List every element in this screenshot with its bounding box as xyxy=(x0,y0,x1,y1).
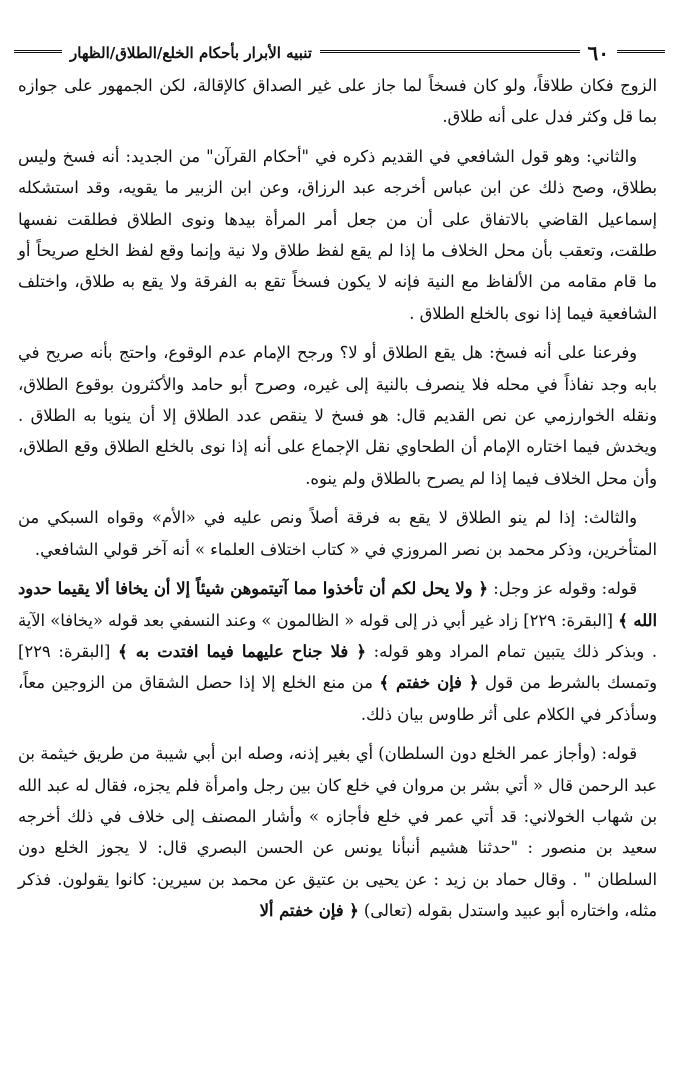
paragraph-verse-commentary xyxy=(18,573,657,730)
paragraph-second-opinion: والثاني: وهو قول الشافعي في القديم ذكره في "أحكام القرآن" من الجديد: أنه فسخ وليس بطلاق، وصح ذلك عن ابن عباس أخرجه عبد الرزاق، وعن ابن الزبير ما يقويه، وقد استشكله إسماعيل القاضي بالاتفاق على أن من جعل أمر المرأة بيدها ونوى الطلاق فطلقت نفسها طلقت، وتعقب بأن محل الخلاف ما إذا لم يقع لفظ طلاق ولا نية وإنما وقع لفظ الخلع صريحاً أو ما قام مقامه من الألفاظ مع النية فإنه لا يكون فسخاً تقع به الفرقة ولا يقع به طلاق، واختلف الشافعية فيما إذا نوى بالخلع الطلاق . xyxy=(18,146,657,323)
quran-verse: ﴿ فلا جناح عليهما فيما افتدت به ﴾ xyxy=(118,641,366,661)
paragraph-branch: وفرعنا على أنه فسخ: هل يقع الطلاق أو لا؟ ورجح الإمام عدم الوقوع، واحتج بأنه صريح في بابه وجد نفاذاً في محله فلا ينصرف بالنية إلى غيره، وصرح أبو حامد والأكثرون بوقوع الطلاق، ونقله الخوارزمي عن نص القديم قال: هو فسخ لا ينقص عدد الطلاق إلا أن ينويا به الطلاق . ويخدش فيما اختاره الإمام أن الطحاوي نقل الإجماع على أنه إذا نوى بالخلع الطلاق وقع الطلاق، وأن محل الخلاف فيما إذا لم يصرح بالطلاق ولم ينوه. xyxy=(18,343,657,488)
paragraph-continuation: الزوج فكان طلاقاً، ولو كان فسخاً لما جاز على غير الصداق كالإقالة، لكن الجمهور على جوازه بما قل وكثر فدل على أنه طلاق. xyxy=(18,76,657,127)
page-header xyxy=(14,40,665,66)
paragraph-text: قوله: (وأجاز عمر الخلع دون السلطان) أي بغير إذنه، وصله ابن أبي شيبة من طريق خيثمة بن عبد الرحمن قال « أتي بشر بن مروان في خلع كان بين رجل وامرأة فلم يجزه، فقال له عبد الله بن شهاب الخولاني: قد أتي عمر في خلع فأجازه » وأشار المصنف إلى خلاف في ذلك أخرجه سعيد بن منصور : "حدثنا هشيم أنبأنا يونس عن الحسن البصري قال: لا يجوز الخلع دون السلطان " . وقال حماد بن زيد : عن يحيى بن عتيق عن محمد بن سيرين: كانوا يقولون. فذكر مثله، واختاره أبو عبيد واستدل بقوله (تعالى) xyxy=(18,744,657,921)
paragraph-umar-khula xyxy=(18,738,657,926)
quran-verse: ﴿ ولا يحل لكم أن تأخذوا مما آتيتموهن شيئاً إلا أن يخافا ألا يقيما حدود الله ﴾ xyxy=(18,579,658,630)
verse-reference: [البقرة: ٢٢٩] وتمسك بالشرط من قول xyxy=(18,641,657,693)
verse-reference: [البقرة: ٢٢٩] زاد غير أبي ذر إلى قوله « الظالمون » وعند النسفي بعد قوله «يخافا» الآية . وبذكر ذلك يتبين تمام المراد وهو قوله: xyxy=(18,610,657,661)
body-text xyxy=(18,70,657,935)
quran-verse: ﴿ فإن خفتم ﴾ xyxy=(379,673,479,693)
running-title: تنبيه الأبرار بأحكام الخلع/الطلاق/الظهار xyxy=(70,44,312,62)
quran-verse: ﴿ فإن خفتم ألا xyxy=(259,901,359,921)
page-number: ٦٠ xyxy=(587,41,609,65)
header-rule-right xyxy=(617,50,665,56)
header-rule-left xyxy=(14,50,62,56)
header-rule-middle xyxy=(320,50,580,56)
verse-intro: قوله: وقوله عز وجل: xyxy=(487,579,637,599)
paragraph-third-opinion: والثالث: إذا لم ينو الطلاق لا يقع به فرقة أصلاً ونص عليه في «الأم» وقواه السبكي من المتأخرين، وذكر محمد بن نصر المروزي في « كتاب اختلاف العلماء » أنه آخر قولي الشافعي. xyxy=(18,508,657,559)
verse-tail: من منع الخلع إلا إذا حصل الشقاق من الزوجين معاً، وسأذكر في الكلام على أثر طاوس بيان ذلك. xyxy=(18,673,657,724)
